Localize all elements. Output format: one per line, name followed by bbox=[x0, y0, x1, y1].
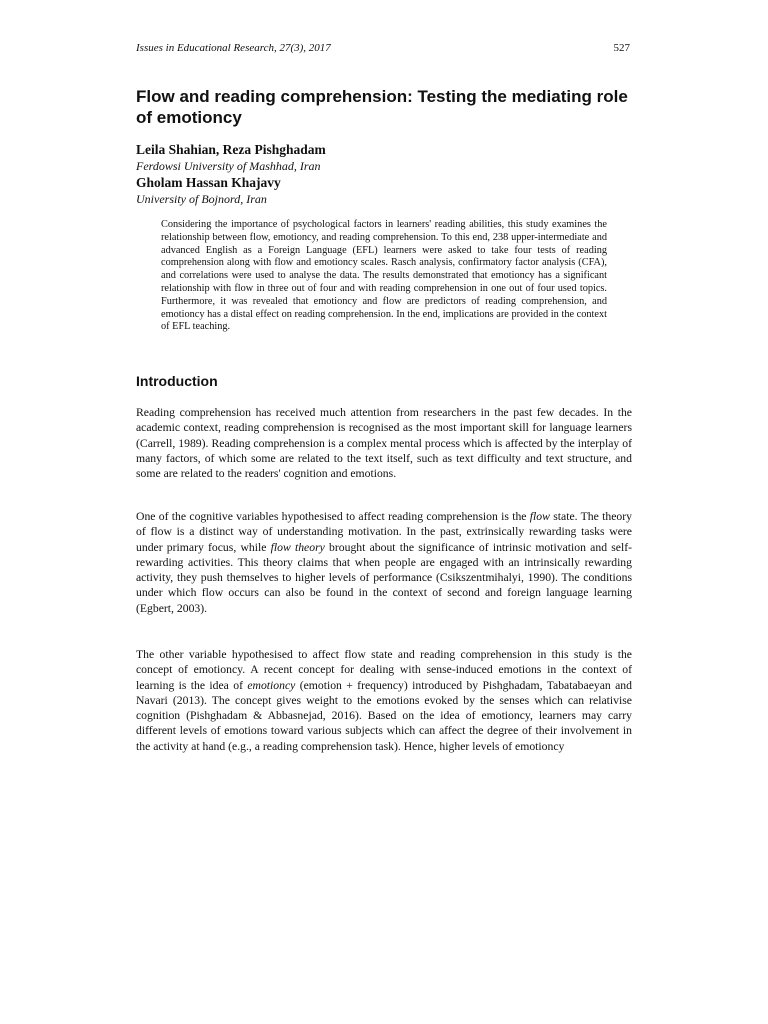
author-names: Gholam Hassan Khajavy bbox=[136, 175, 281, 190]
paragraph-text: brought about the significance of intrinsic motivation and self-rewarding activities. This theory claims that when people are engaged with an intrinsically rewarding activity, they push themselves to higher levels of performance (Csikszentmihalyi, 1990). The conditions under which flow occurs can also be found in the context of second and foreign language learning (Egbert, 2003). bbox=[136, 540, 633, 615]
author-names: Leila Shahian, Reza Pishghadam bbox=[136, 142, 326, 157]
paragraph-text: One of the cognitive variables hypothesised to affect reading comprehension is the bbox=[136, 510, 530, 523]
paragraph-text: (emotion + frequency) introduced by Pishghadam, Tabatabaeyan and Navari (2013). The concept gives weight to the emotions evoked by the senses which can relativise cognition (Pishghadam & Abbasnejad, 2016). Based on the idea of emotioncy, learners may carry different levels of emotions toward various subjects which can affect the degree of their involvement in the activity at hand (e.g., a reading comprehension task). Hence, higher levels of emotioncy bbox=[136, 678, 632, 753]
emphasized-term: flow theory bbox=[270, 540, 325, 554]
running-head bbox=[136, 42, 630, 58]
author-affiliation: Ferdowsi University of Mashhad, Iran bbox=[136, 159, 321, 173]
body-paragraph: Reading comprehension has received much attention from researchers in the past few decades. In the academic context, reading comprehension is recognised as the most important skill for language learners (Carrell, 1989). Reading comprehension is a complex mental process which is affected by the interplay of many factors, of which some are related to the text itself, such as text difficulty and text structure, and some are related to the readers' cognition and emotions. bbox=[136, 406, 632, 481]
page-number: 527 bbox=[613, 42, 630, 54]
paper-title: Flow and reading comprehension: Testing the mediating role of emotioncy bbox=[136, 87, 628, 127]
journal-reference: Issues in Educational Research, 27(3), 2017 bbox=[136, 42, 331, 54]
body-paragraph bbox=[136, 647, 632, 754]
emphasized-term: emotioncy bbox=[247, 678, 296, 692]
paragraph-text: state. The theory of flow is a distinct way of understanding motivation. In the past, extrinsically rewarding tasks were under primary focus, while bbox=[136, 510, 632, 554]
abstract: Considering the importance of psychological factors in learners' reading abilities, this study examines the relationship between flow, emotioncy, and reading comprehension. To this end, 238 upper-intermediate and advanced English as a Foreign Language (EFL) learners were asked to take four tests of reading comprehension along with flow and emotioncy scales. Rasch analysis, confirmatory factor analysis (CFA), and correlations were used to analyse the data. The results demonstrated that emotioncy has a significant relationship with flow in three out of four and with reading comprehension in one out of four used topics. Furthermore, it was revealed that emotioncy and flow are predictors of reading comprehension, and emotioncy has a distal effect on reading comprehension. In the end, implications are provided in the context of EFL teaching. bbox=[161, 219, 607, 333]
paragraph-text: The other variable hypothesised to affect flow state and reading comprehension in this study is the concept of emotioncy. A recent concept for dealing with sense-induced emotions in the context of learning is the idea of bbox=[136, 648, 632, 692]
author-block bbox=[136, 141, 630, 207]
body-paragraph bbox=[136, 509, 632, 616]
author-affiliation: University of Bojnord, Iran bbox=[136, 192, 267, 206]
section-heading-introduction: Introduction bbox=[136, 373, 218, 389]
emphasized-term: flow bbox=[529, 510, 550, 523]
